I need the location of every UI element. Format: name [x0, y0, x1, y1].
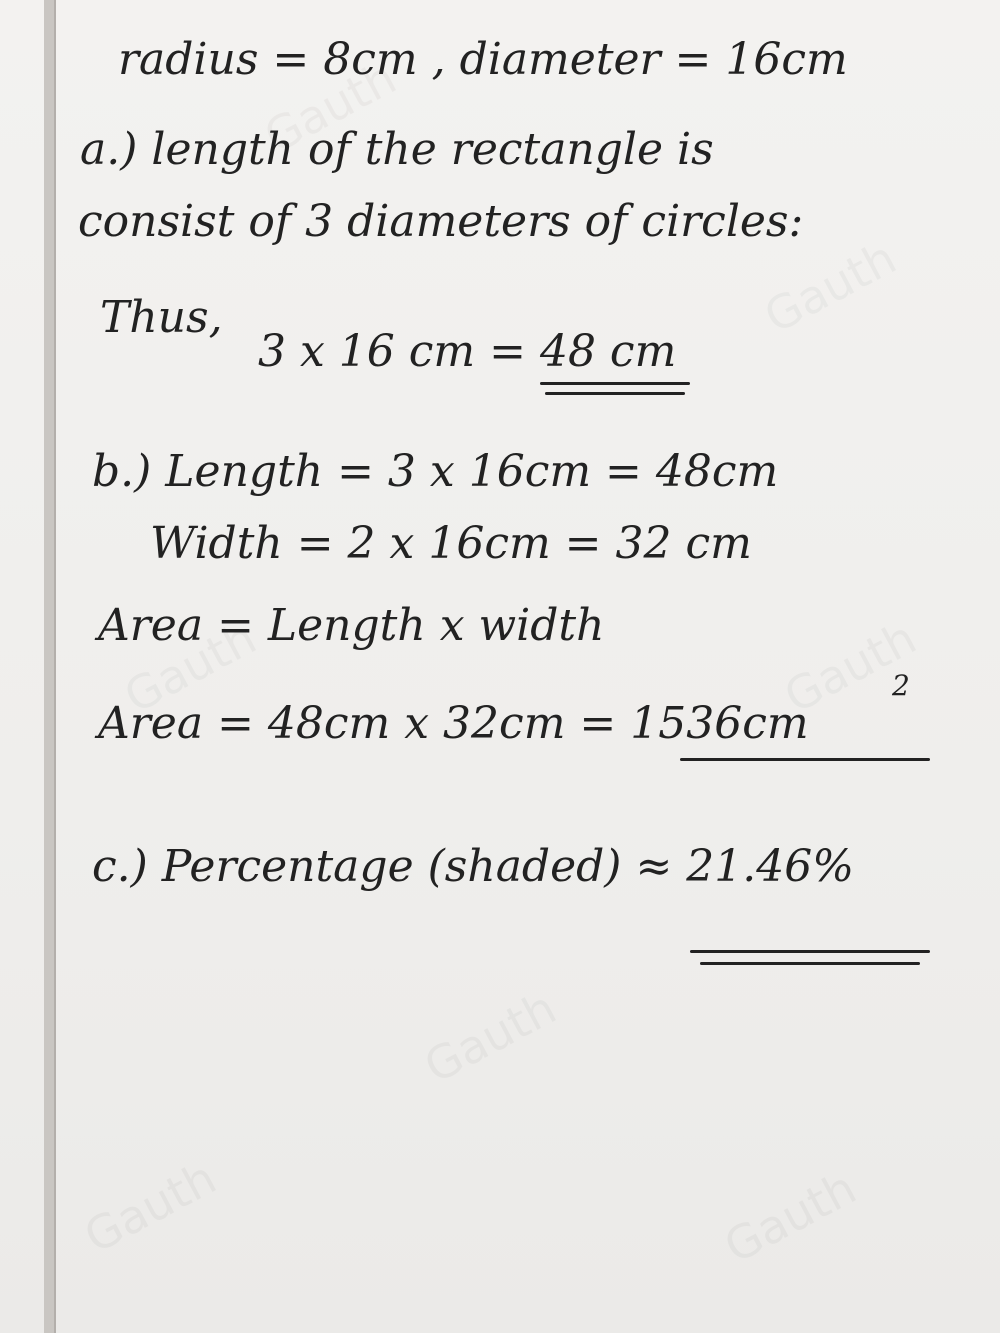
part-b-length: b.) Length = 3 x 16cm = 48cm [92, 446, 779, 497]
watermark [416, 980, 565, 1093]
area-calculation: Area = 48cm x 32cm = 1536cm [98, 698, 809, 749]
radius-diameter-line: radius = 8cm , diameter = 16cm [118, 34, 848, 85]
part-a-line-1: a.) length of the rectangle is [80, 124, 714, 175]
part-b-width: Width = 2 x 16cm = 32 cm [150, 518, 752, 569]
answer-underline [545, 392, 685, 395]
thus-label: Thus, [100, 292, 223, 343]
answer-underline [680, 758, 930, 761]
part-a-answer: 3 x 16 cm = 48 cm [258, 326, 677, 377]
part-c-percentage: c.) Percentage (shaded) ≈ 21.46% [92, 841, 855, 892]
superscript-exponent: 2 [892, 669, 910, 702]
watermark [76, 1150, 225, 1263]
answer-underline [540, 382, 690, 385]
answer-underline [690, 950, 930, 953]
watermark [756, 230, 905, 343]
part-a-line-2: consist of 3 diameters of circles: [78, 196, 804, 247]
watermark [716, 1160, 865, 1273]
area-formula: Area = Length x width [98, 600, 605, 651]
margin-line [44, 0, 56, 1333]
answer-underline [700, 962, 920, 965]
